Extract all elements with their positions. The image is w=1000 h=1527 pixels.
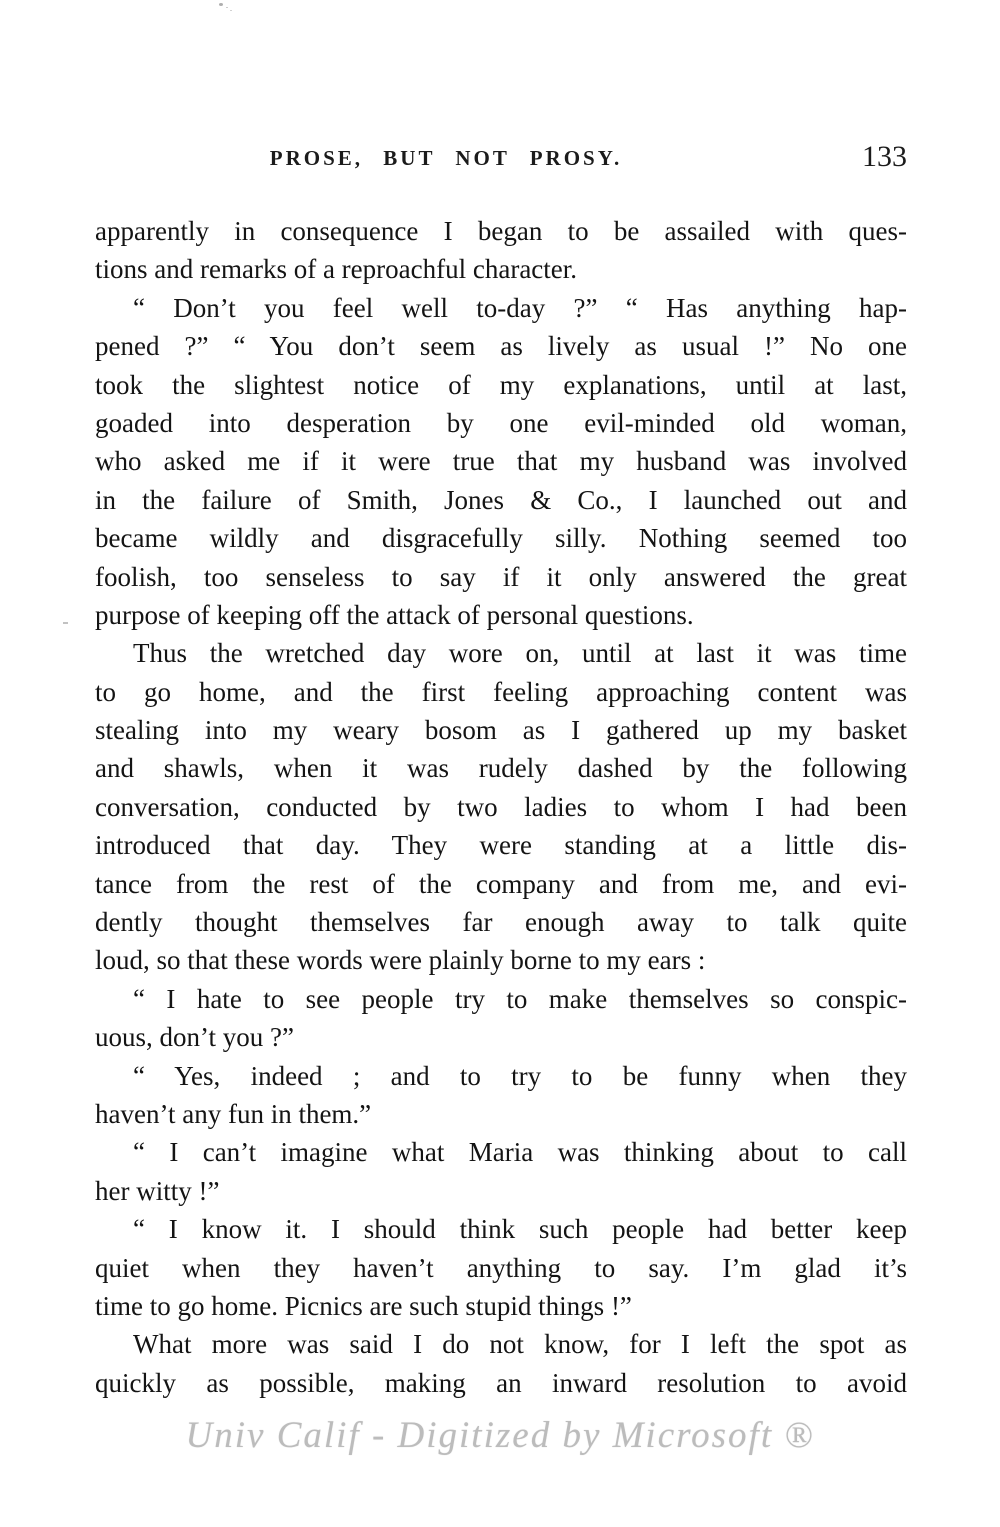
watermark: Univ Calif - Digitized by Microsoft ®	[185, 1415, 815, 1456]
body-text	[95, 212, 907, 1402]
paragraph	[95, 1210, 907, 1325]
paragraph	[95, 1133, 907, 1210]
text-line: loud, so that these words were plainly borne to my ears :	[95, 945, 706, 976]
text-line: and shawls, when it was rudely dashed by the following	[95, 753, 907, 784]
header-title: PROSE, BUT NOT PROSY.	[269, 146, 623, 170]
text-line: “ Don’t you feel well to-day ?” “ Has anything hap-	[133, 292, 907, 323]
text-line: “ I know it. I should think such people had better keep	[133, 1214, 907, 1245]
text-line: dently thought themselves far enough away to talk quite	[95, 907, 907, 938]
text-line: to go home, and the first feeling approaching content was	[95, 676, 907, 707]
text-line: stealing into my weary bosom as I gathered up my basket	[95, 715, 907, 746]
paragraph	[95, 212, 907, 289]
text-line: purpose of keeping off the attack of personal questions.	[95, 599, 694, 630]
text-line: foolish, too senseless to say if it only answered the great	[95, 561, 907, 592]
text-line: What more was said I do not know, for I left the spot as	[133, 1329, 907, 1360]
scan-speck	[63, 622, 68, 624]
paragraph	[95, 634, 907, 980]
text-line: quickly as possible, making an inward resolution to avoid	[95, 1367, 907, 1398]
text-line: apparently in consequence I began to be assailed with ques-	[95, 216, 907, 246]
text-line: Thus the wretched day wore on, until at last it was time	[133, 638, 907, 669]
text-line: goaded into desperation by one evil-minded old woman,	[95, 407, 907, 438]
text-line: introduced that day. They were standing at a little dis-	[95, 830, 907, 861]
text-line: tance from the rest of the company and from me, and evi-	[95, 868, 907, 899]
paragraph	[95, 289, 907, 635]
text-line: became wildly and disgracefully silly. Nothing seemed too	[95, 523, 907, 554]
text-line: uous, don’t you ?”	[95, 1022, 294, 1053]
page-number: 133	[862, 140, 907, 173]
text-line: “ I hate to see people try to make themselves so conspic-	[133, 983, 907, 1014]
scan-smudge	[219, 3, 223, 6]
text-line: pened ?” “ You don’t seem as lively as usual !” No one	[95, 331, 907, 362]
text-line: tions and remarks of a reproachful character.	[95, 254, 578, 285]
text-line: quiet when they haven’t anything to say. I’m glad it’s	[95, 1252, 907, 1283]
paragraph	[95, 980, 907, 1057]
text-line: haven’t any fun in them.”	[95, 1098, 372, 1129]
text-line: “ Yes, indeed ; and to try to be funny when they	[133, 1060, 907, 1091]
paragraph	[95, 1325, 907, 1402]
text-line: took the slightest notice of my explanations, until at last,	[95, 369, 907, 400]
text-line: in the failure of Smith, Jones & Co., I launched out and	[95, 484, 907, 515]
text-line: conversation, conducted by two ladies to whom I had been	[95, 791, 907, 822]
paragraph	[95, 1057, 907, 1134]
running-header	[95, 140, 907, 182]
text-line: her witty !”	[95, 1175, 220, 1206]
text-line: “ I can’t imagine what Maria was thinking about to call	[133, 1137, 907, 1168]
text-line: time to go home. Picnics are such stupid things !”	[95, 1290, 632, 1321]
text-line: who asked me if it were true that my husband was involved	[95, 446, 907, 477]
